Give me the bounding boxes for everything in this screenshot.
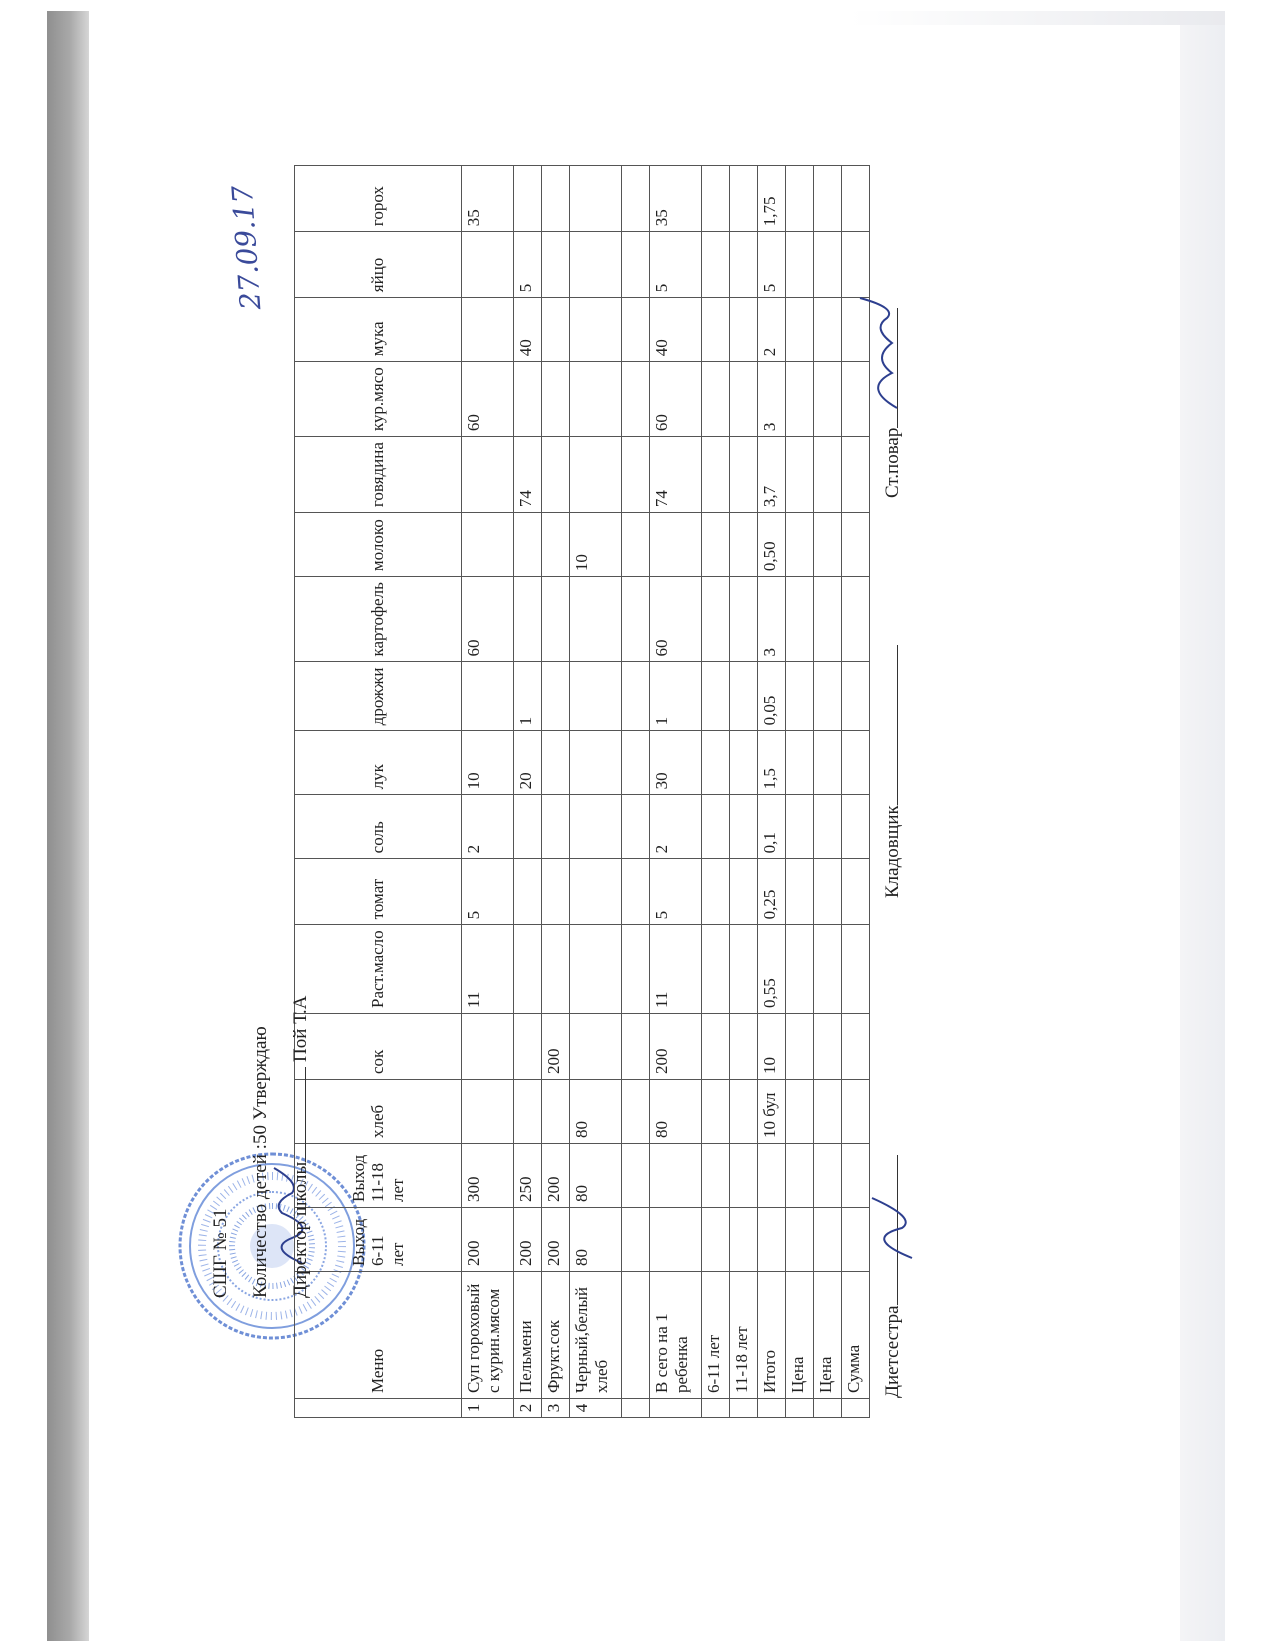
row-ingredient-value: 0,05 <box>758 662 786 731</box>
row-number <box>814 1399 842 1418</box>
row-ingredient-value: 10 <box>462 731 514 795</box>
row-ingredient-value <box>814 513 842 577</box>
row-dish-name: Сумма <box>842 1272 870 1399</box>
header-ingredient: сок <box>295 1014 462 1080</box>
table-row <box>622 166 650 1418</box>
row-ingredient-value: 60 <box>462 362 514 437</box>
row-ingredient-value <box>730 1080 758 1144</box>
row-number: 2 <box>514 1399 542 1418</box>
row-ingredient-value <box>730 859 758 925</box>
row-ingredient-value <box>730 925 758 1014</box>
row-dish-name: В сего на 1 ребенка <box>650 1272 702 1399</box>
header-yield-11-18: Выход 11-18 лет <box>295 1144 462 1208</box>
header-ingredient: говядина <box>295 437 462 513</box>
row-ingredient-value <box>702 166 730 232</box>
row-ingredient-value <box>702 662 730 731</box>
row-ingredient-value <box>842 513 870 577</box>
header-ingredient: томат <box>295 859 462 925</box>
row-ingredient-value <box>542 859 570 925</box>
row-dish-name: Цена <box>786 1272 814 1399</box>
row-ingredient-value <box>570 166 622 232</box>
row-ingredient-value <box>514 925 542 1014</box>
row-ingredient-value: 30 <box>650 731 702 795</box>
row-ingredient-value <box>842 925 870 1014</box>
header-ingredient: лук <box>295 731 462 795</box>
row-ingredient-value <box>786 437 814 513</box>
scan-edge-shadow-right <box>1180 11 1225 1641</box>
row-ingredient-value: 20 <box>514 731 542 795</box>
row-ingredient-value <box>570 925 622 1014</box>
row-ingredient-value <box>514 795 542 859</box>
row-ingredient-value <box>570 232 622 298</box>
row-ingredient-value <box>702 513 730 577</box>
row-ingredient-value <box>786 925 814 1014</box>
row-ingredient-value <box>842 577 870 662</box>
row-ingredient-value <box>730 513 758 577</box>
row-ingredient-value <box>702 1080 730 1144</box>
school-name: СШГ № 51 <box>210 1208 231 1298</box>
row-ingredient-value <box>514 362 542 437</box>
dietitian-label: Диетсестра <box>882 1305 903 1398</box>
row-ingredient-value <box>786 298 814 362</box>
row-yield-6-11: 200 <box>462 1208 514 1272</box>
row-ingredient-value <box>514 166 542 232</box>
row-ingredient-value <box>814 662 842 731</box>
table-row <box>702 166 730 1418</box>
row-yield-6-11 <box>702 1208 730 1272</box>
row-ingredient-value <box>842 1080 870 1144</box>
row-ingredient-value <box>842 232 870 298</box>
row-ingredient-value <box>542 166 570 232</box>
row-ingredient-value <box>570 859 622 925</box>
row-ingredient-value: 11 <box>462 925 514 1014</box>
row-ingredient-value <box>786 513 814 577</box>
row-ingredient-value <box>730 232 758 298</box>
row-ingredient-value: 3,7 <box>758 437 786 513</box>
row-ingredient-value <box>462 1014 514 1080</box>
row-ingredient-value <box>542 513 570 577</box>
row-ingredient-value <box>542 662 570 731</box>
row-ingredient-value <box>514 513 542 577</box>
row-dish-name: Фрукт.сок <box>542 1272 570 1399</box>
row-yield-6-11: 80 <box>570 1208 622 1272</box>
row-ingredient-value <box>542 731 570 795</box>
row-ingredient-value <box>622 662 650 731</box>
row-ingredient-value <box>814 925 842 1014</box>
row-ingredient-value <box>786 166 814 232</box>
table-row <box>462 166 514 1418</box>
row-ingredient-value <box>542 925 570 1014</box>
row-yield-11-18: 80 <box>570 1144 622 1208</box>
row-ingredient-value <box>842 437 870 513</box>
row-ingredient-value <box>842 1014 870 1080</box>
table-row <box>730 166 758 1418</box>
row-ingredient-value <box>570 577 622 662</box>
row-yield-11-18 <box>814 1144 842 1208</box>
row-ingredient-value <box>622 513 650 577</box>
row-ingredient-value <box>542 795 570 859</box>
row-ingredient-value: 200 <box>650 1014 702 1080</box>
chef-label: Ст.повар <box>882 427 903 498</box>
header-ingredient: молоко <box>295 513 462 577</box>
row-yield-6-11 <box>650 1208 702 1272</box>
children-count-approve: Количество детей :50 Утверждаю <box>250 1026 271 1298</box>
row-ingredient-value <box>730 437 758 513</box>
row-ingredient-value: 11 <box>650 925 702 1014</box>
header-ingredient: горох <box>295 166 462 232</box>
menu-table <box>294 165 870 1418</box>
row-yield-6-11 <box>758 1208 786 1272</box>
row-ingredient-value <box>786 1080 814 1144</box>
row-ingredient-value: 60 <box>650 362 702 437</box>
storekeeper-line <box>882 645 904 898</box>
row-ingredient-value <box>462 298 514 362</box>
chef-signature <box>852 293 912 413</box>
header-ingredient: мука <box>295 298 462 362</box>
row-yield-11-18: 300 <box>462 1144 514 1208</box>
director-label: Директор школы <box>290 1161 311 1298</box>
row-yield-6-11 <box>786 1208 814 1272</box>
row-yield-6-11 <box>814 1208 842 1272</box>
row-dish-name: 6-11 лет <box>702 1272 730 1399</box>
director-line <box>290 996 312 1298</box>
row-ingredient-value <box>622 925 650 1014</box>
row-ingredient-value: 5 <box>650 232 702 298</box>
row-ingredient-value <box>542 298 570 362</box>
row-ingredient-value: 200 <box>542 1014 570 1080</box>
row-ingredient-value <box>622 795 650 859</box>
row-ingredient-value <box>622 437 650 513</box>
row-ingredient-value: 0,55 <box>758 925 786 1014</box>
row-ingredient-value: 2 <box>462 795 514 859</box>
row-ingredient-value <box>730 731 758 795</box>
row-dish-name <box>622 1272 650 1399</box>
row-ingredient-value <box>622 859 650 925</box>
row-ingredient-value <box>650 513 702 577</box>
row-ingredient-value <box>730 662 758 731</box>
row-ingredient-value: 2 <box>758 298 786 362</box>
table-row <box>814 166 842 1418</box>
row-ingredient-value <box>814 1080 842 1144</box>
row-ingredient-value <box>514 577 542 662</box>
row-ingredient-value: 2 <box>650 795 702 859</box>
row-ingredient-value <box>814 166 842 232</box>
row-dish-name: 11-18 лет <box>730 1272 758 1399</box>
row-ingredient-value: 3 <box>758 577 786 662</box>
row-ingredient-value <box>786 859 814 925</box>
row-ingredient-value <box>462 662 514 731</box>
header-ingredient: дрожжи <box>295 662 462 731</box>
row-ingredient-value <box>786 662 814 731</box>
row-ingredient-value: 80 <box>570 1080 622 1144</box>
row-ingredient-value: 10 <box>758 1014 786 1080</box>
row-dish-name: Пельмени <box>514 1272 542 1399</box>
handwritten-date: 27.09.17 <box>225 184 268 311</box>
table-row <box>570 166 622 1418</box>
scan-edge-shadow-top <box>850 11 1225 25</box>
row-ingredient-value <box>514 859 542 925</box>
row-yield-6-11: 200 <box>542 1208 570 1272</box>
header-ingredient: картофель <box>295 577 462 662</box>
row-ingredient-value: 3 <box>758 362 786 437</box>
row-ingredient-value <box>702 437 730 513</box>
row-ingredient-value: 60 <box>462 577 514 662</box>
row-ingredient-value: 0,50 <box>758 513 786 577</box>
row-number <box>702 1399 730 1418</box>
row-ingredient-value: 1,5 <box>758 731 786 795</box>
row-ingredient-value <box>570 362 622 437</box>
row-ingredient-value: 74 <box>514 437 542 513</box>
row-ingredient-value: 5 <box>462 859 514 925</box>
row-ingredient-value <box>842 662 870 731</box>
storekeeper-label: Кладовщик <box>882 805 903 898</box>
table-row <box>542 166 570 1418</box>
row-ingredient-value <box>730 1014 758 1080</box>
row-ingredient-value <box>542 577 570 662</box>
row-yield-6-11: 200 <box>514 1208 542 1272</box>
row-ingredient-value <box>730 362 758 437</box>
row-ingredient-value <box>702 795 730 859</box>
row-ingredient-value <box>462 513 514 577</box>
row-ingredient-value: 35 <box>462 166 514 232</box>
row-ingredient-value <box>542 362 570 437</box>
row-yield-11-18: 250 <box>514 1144 542 1208</box>
row-yield-11-18: 200 <box>542 1144 570 1208</box>
row-ingredient-value <box>462 232 514 298</box>
row-ingredient-value <box>702 362 730 437</box>
row-number: 1 <box>462 1399 514 1418</box>
row-ingredient-value: 60 <box>650 577 702 662</box>
storekeeper-signature-line <box>897 645 898 805</box>
row-ingredient-value: 35 <box>650 166 702 232</box>
row-number <box>622 1399 650 1418</box>
row-ingredient-value: 0,1 <box>758 795 786 859</box>
header-ingredient: кур.мясо <box>295 362 462 437</box>
row-ingredient-value <box>730 166 758 232</box>
row-number <box>758 1399 786 1418</box>
row-ingredient-value <box>814 731 842 795</box>
row-ingredient-value <box>786 795 814 859</box>
row-yield-11-18 <box>730 1144 758 1208</box>
row-ingredient-value <box>622 166 650 232</box>
table-row <box>650 166 702 1418</box>
row-ingredient-value <box>542 1080 570 1144</box>
dietitian-signature <box>862 1188 922 1268</box>
row-ingredient-value: 74 <box>650 437 702 513</box>
row-dish-name: Суп гороховый с курин.мясом <box>462 1272 514 1399</box>
row-ingredient-value <box>514 1080 542 1144</box>
rotated-document <box>172 138 912 1418</box>
row-number <box>786 1399 814 1418</box>
row-number: 4 <box>570 1399 622 1418</box>
row-ingredient-value <box>542 437 570 513</box>
row-dish-name: Черный,белый хлеб <box>570 1272 622 1399</box>
row-ingredient-value <box>702 1014 730 1080</box>
row-ingredient-value <box>786 577 814 662</box>
row-yield-11-18 <box>650 1144 702 1208</box>
row-ingredient-value <box>814 298 842 362</box>
row-ingredient-value <box>702 859 730 925</box>
row-ingredient-value <box>570 662 622 731</box>
row-ingredient-value <box>814 362 842 437</box>
row-yield-11-18 <box>758 1144 786 1208</box>
header-menu: Меню <box>295 1272 462 1399</box>
table-body <box>462 166 870 1418</box>
row-ingredient-value <box>570 795 622 859</box>
row-ingredient-value <box>814 795 842 859</box>
row-ingredient-value <box>786 731 814 795</box>
row-ingredient-value <box>702 925 730 1014</box>
row-ingredient-value: 5 <box>650 859 702 925</box>
row-ingredient-value: 0,25 <box>758 859 786 925</box>
row-ingredient-value <box>702 232 730 298</box>
table-row <box>758 166 786 1418</box>
row-ingredient-value <box>842 795 870 859</box>
row-ingredient-value <box>842 166 870 232</box>
row-ingredient-value <box>462 1080 514 1144</box>
row-ingredient-value <box>570 731 622 795</box>
row-ingredient-value <box>814 577 842 662</box>
header-num <box>295 1399 462 1418</box>
header-ingredient: хлеб <box>295 1080 462 1144</box>
row-yield-6-11 <box>730 1208 758 1272</box>
row-yield-11-18 <box>622 1144 650 1208</box>
row-ingredient-value <box>622 577 650 662</box>
row-ingredient-value: 5 <box>758 232 786 298</box>
row-ingredient-value <box>622 362 650 437</box>
row-ingredient-value: 1 <box>514 662 542 731</box>
director-signature-line <box>305 1067 306 1162</box>
row-ingredient-value <box>462 437 514 513</box>
row-ingredient-value <box>622 1014 650 1080</box>
row-ingredient-value: 10 бул <box>758 1080 786 1144</box>
row-ingredient-value <box>786 362 814 437</box>
row-ingredient-value <box>622 232 650 298</box>
header-ingredient: яйцо <box>295 232 462 298</box>
table-row <box>514 166 542 1418</box>
row-ingredient-value: 80 <box>650 1080 702 1144</box>
row-ingredient-value <box>514 1014 542 1080</box>
row-number: 3 <box>542 1399 570 1418</box>
row-ingredient-value <box>814 437 842 513</box>
header-ingredient: соль <box>295 795 462 859</box>
row-yield-6-11 <box>622 1208 650 1272</box>
row-ingredient-value <box>730 795 758 859</box>
row-ingredient-value <box>570 1014 622 1080</box>
table-row <box>786 166 814 1418</box>
row-ingredient-value <box>622 1080 650 1144</box>
row-ingredient-value <box>622 731 650 795</box>
row-ingredient-value <box>842 859 870 925</box>
row-ingredient-value <box>702 577 730 662</box>
row-ingredient-value <box>730 577 758 662</box>
row-ingredient-value <box>570 298 622 362</box>
row-dish-name: Цена <box>814 1272 842 1399</box>
row-ingredient-value <box>542 232 570 298</box>
row-yield-11-18 <box>702 1144 730 1208</box>
row-ingredient-value: 1 <box>650 662 702 731</box>
header-yield-6-11: Выход 6-11 лет <box>295 1208 462 1272</box>
row-ingredient-value <box>730 298 758 362</box>
row-ingredient-value <box>702 298 730 362</box>
row-ingredient-value <box>786 232 814 298</box>
row-dish-name: Итого <box>758 1272 786 1399</box>
row-ingredient-value <box>814 859 842 925</box>
row-number <box>842 1399 870 1418</box>
row-ingredient-value: 5 <box>514 232 542 298</box>
row-ingredient-value <box>814 232 842 298</box>
table-header-row <box>295 166 462 1418</box>
row-ingredient-value: 1,75 <box>758 166 786 232</box>
row-number <box>650 1399 702 1418</box>
row-ingredient-value <box>814 1014 842 1080</box>
row-yield-11-18 <box>786 1144 814 1208</box>
row-ingredient-value: 40 <box>650 298 702 362</box>
row-ingredient-value: 40 <box>514 298 542 362</box>
row-ingredient-value <box>622 298 650 362</box>
row-number <box>730 1399 758 1418</box>
scan-edge-shadow-left <box>47 11 89 1641</box>
row-ingredient-value <box>842 731 870 795</box>
row-ingredient-value <box>786 1014 814 1080</box>
row-ingredient-value <box>702 731 730 795</box>
row-ingredient-value <box>570 437 622 513</box>
director-name: Пой Т.А <box>290 995 311 1062</box>
header-ingredient: Раст.масло <box>295 925 462 1014</box>
row-ingredient-value: 10 <box>570 513 622 577</box>
